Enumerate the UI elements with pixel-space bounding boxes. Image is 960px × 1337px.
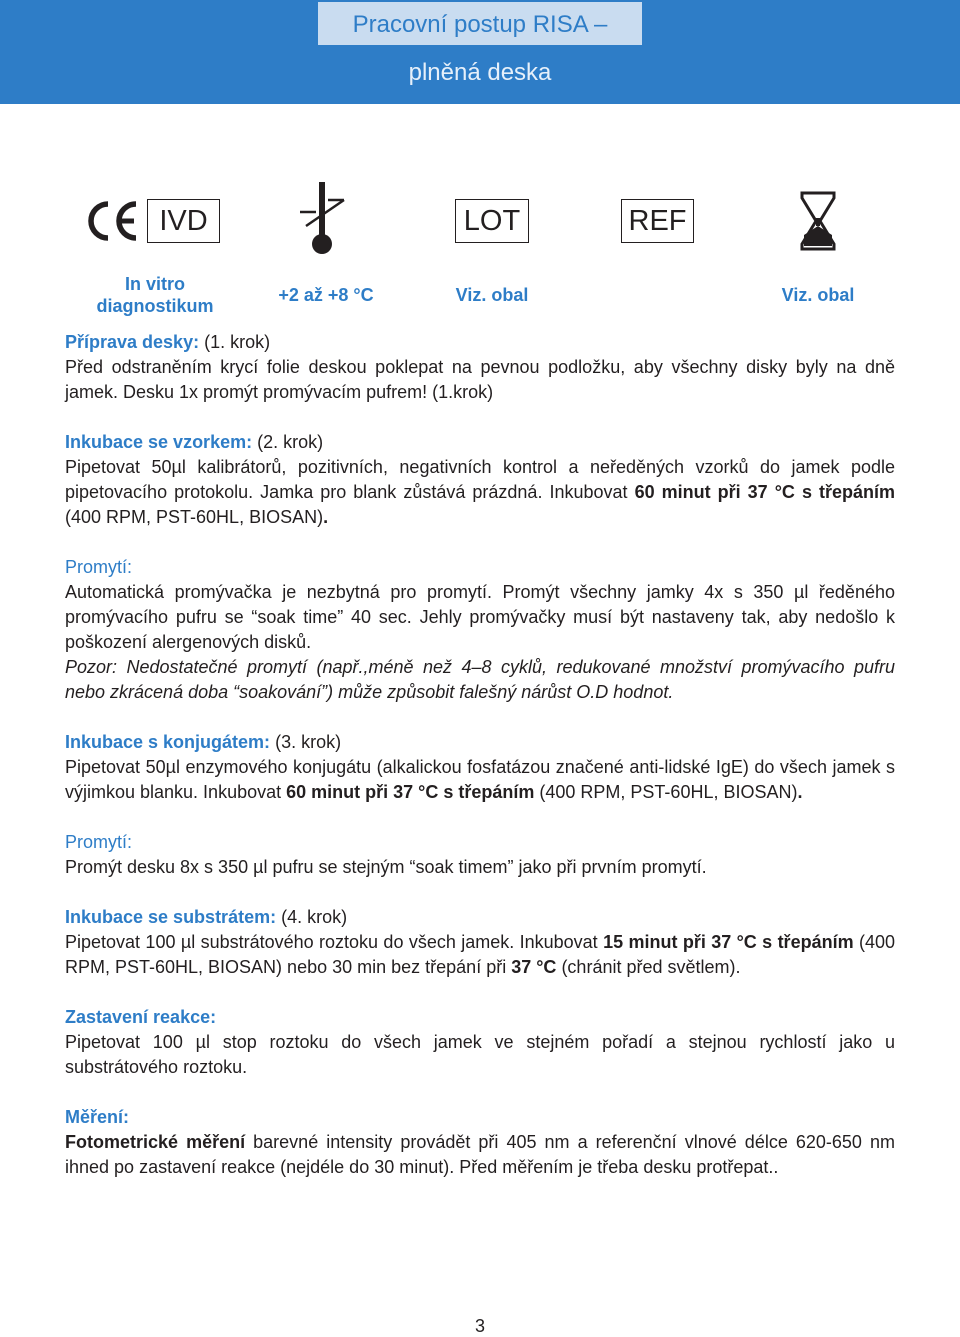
section-text xyxy=(65,930,895,980)
ivd-caption-line2: diagnostikum xyxy=(96,296,214,316)
temperature-caption: +2 až +8 °C xyxy=(278,285,374,305)
text-part: (400 RPM, PST-60HL, BIOSAN) xyxy=(65,507,324,527)
section-heading: Promytí: xyxy=(65,832,133,852)
heading-text: Inkubace se substrátem: xyxy=(65,907,277,927)
section-heading xyxy=(65,430,895,455)
step-label: (3. krok) xyxy=(275,732,342,752)
section-heading xyxy=(65,905,895,930)
expiry-caption: Viz. obal xyxy=(781,285,855,305)
text-bold: 60 minut při 37 °C s třepáním xyxy=(286,782,535,802)
section-text xyxy=(65,1130,895,1180)
step-label: (1. krok) xyxy=(204,332,271,352)
section-sample-incubation xyxy=(65,430,895,530)
page-number: 3 xyxy=(474,1316,485,1336)
section-measurement xyxy=(65,1105,895,1180)
text-part: Pipetovat 50µl kalibrátorů, pozitivních, negativních kontrol a neředěných vzorků do jamek podle pipetovacího protokolu. Jamka pro blank zůstává prázdná. Inkubovat xyxy=(65,457,895,502)
section-text xyxy=(65,755,895,805)
section-stop-reaction xyxy=(65,1005,895,1080)
section-text: Před odstraněním krycí folie deskou poklepat na pevnou podložku, aby všechny disky byly na dně jamek. Desku 1x promýt promývacím pufrem! (1.krok) xyxy=(65,357,895,402)
text-part: (400 RPM, PST-60HL, BIOSAN) nebo 30 min bez třepání při xyxy=(65,932,895,977)
text-part: Pipetovat 100 µl substrátového roztoku do všech jamek. Inkubovat xyxy=(65,932,604,952)
section-heading xyxy=(65,730,895,755)
lot-caption: Viz. obal xyxy=(455,285,529,305)
heading-text: Inkubace s konjugátem: xyxy=(65,732,271,752)
text-part: (400 RPM, PST-60HL, BIOSAN) xyxy=(534,782,798,802)
section-text: Promýt desku 8x s 350 µl pufru se stejným “soak timem” jako při prvním promytí. xyxy=(65,857,707,877)
ce-mark-icon xyxy=(86,200,140,242)
section-heading: Měření: xyxy=(65,1107,130,1127)
step-label: (4. krok) xyxy=(281,907,348,927)
warning-text: Pozor: Nedostatečné promytí (např.,méně než 4–8 cyklů, redukované množství promývacího pufru nebo zkrácená doba “soakování”) může způsobit falešný nárůst O.D hodnot. xyxy=(65,657,895,702)
text-bold: Fotometrické měření xyxy=(65,1132,246,1152)
step-label: (2. krok) xyxy=(257,432,324,452)
section-text: Automatická promývačka je nezbytná pro promytí. Promýt všechny jamky 4x s 350 µl ředěného promývacího pufru se “soak time” 40 sec. Jehly promývačky musí být nastaveny tak, aby nedošlo k poškození alergenových disků. xyxy=(65,582,895,652)
text-bold: . xyxy=(797,782,803,802)
procedure-content xyxy=(65,330,895,1205)
text-bold: 15 minut při 37 °C s třepáním xyxy=(603,932,854,952)
thermometer-icon xyxy=(296,180,356,258)
text-bold: 37 °C xyxy=(511,957,557,977)
hourglass-icon xyxy=(798,190,838,252)
text-part: (chránit před světlem). xyxy=(556,957,741,977)
section-wash-1 xyxy=(65,555,895,705)
ivd-caption xyxy=(70,273,240,317)
ivd-caption-line1: In vitro xyxy=(124,274,185,294)
section-conjugate-incubation xyxy=(65,730,895,805)
section-wash-2 xyxy=(65,830,895,880)
text-part: Pipetovat 50µl enzymového konjugátu (alkalickou fosfatázou značené anti-lidské IgE) do všech jamek s výjimkou blanku. Inkubovat xyxy=(65,757,895,802)
text-part: barevné intensity provádět při 405 nm a referenční vlnové délce 620-650 nm ihned po zastavení reakce (nejdéle do 30 minut). Před měřením je třeba desku protřepat.. xyxy=(65,1132,895,1177)
text-bold: . xyxy=(323,507,329,527)
heading-text: Inkubace se vzorkem: xyxy=(65,432,253,452)
ivd-symbol: IVD xyxy=(147,199,220,243)
section-preparation xyxy=(65,330,895,405)
ref-symbol: REF xyxy=(621,199,694,243)
lot-symbol: LOT xyxy=(455,199,529,243)
section-substrate-incubation xyxy=(65,905,895,980)
section-heading xyxy=(65,330,895,355)
page-title-line2: plněná deska xyxy=(408,59,552,86)
section-text xyxy=(65,455,895,530)
heading-text: Příprava desky: xyxy=(65,332,200,352)
page-title-line1: Pracovní postup RISA – xyxy=(352,11,608,38)
section-heading: Promytí: xyxy=(65,557,133,577)
text-bold: 60 minut při 37 °C s třepáním xyxy=(634,482,895,502)
section-text: Pipetovat 100 µl stop roztoku do všech jamek ve stejném pořadí a stejnou rychlostí jako u substrátového roztoku. xyxy=(65,1032,895,1077)
section-heading: Zastavení reakce: xyxy=(65,1007,217,1027)
